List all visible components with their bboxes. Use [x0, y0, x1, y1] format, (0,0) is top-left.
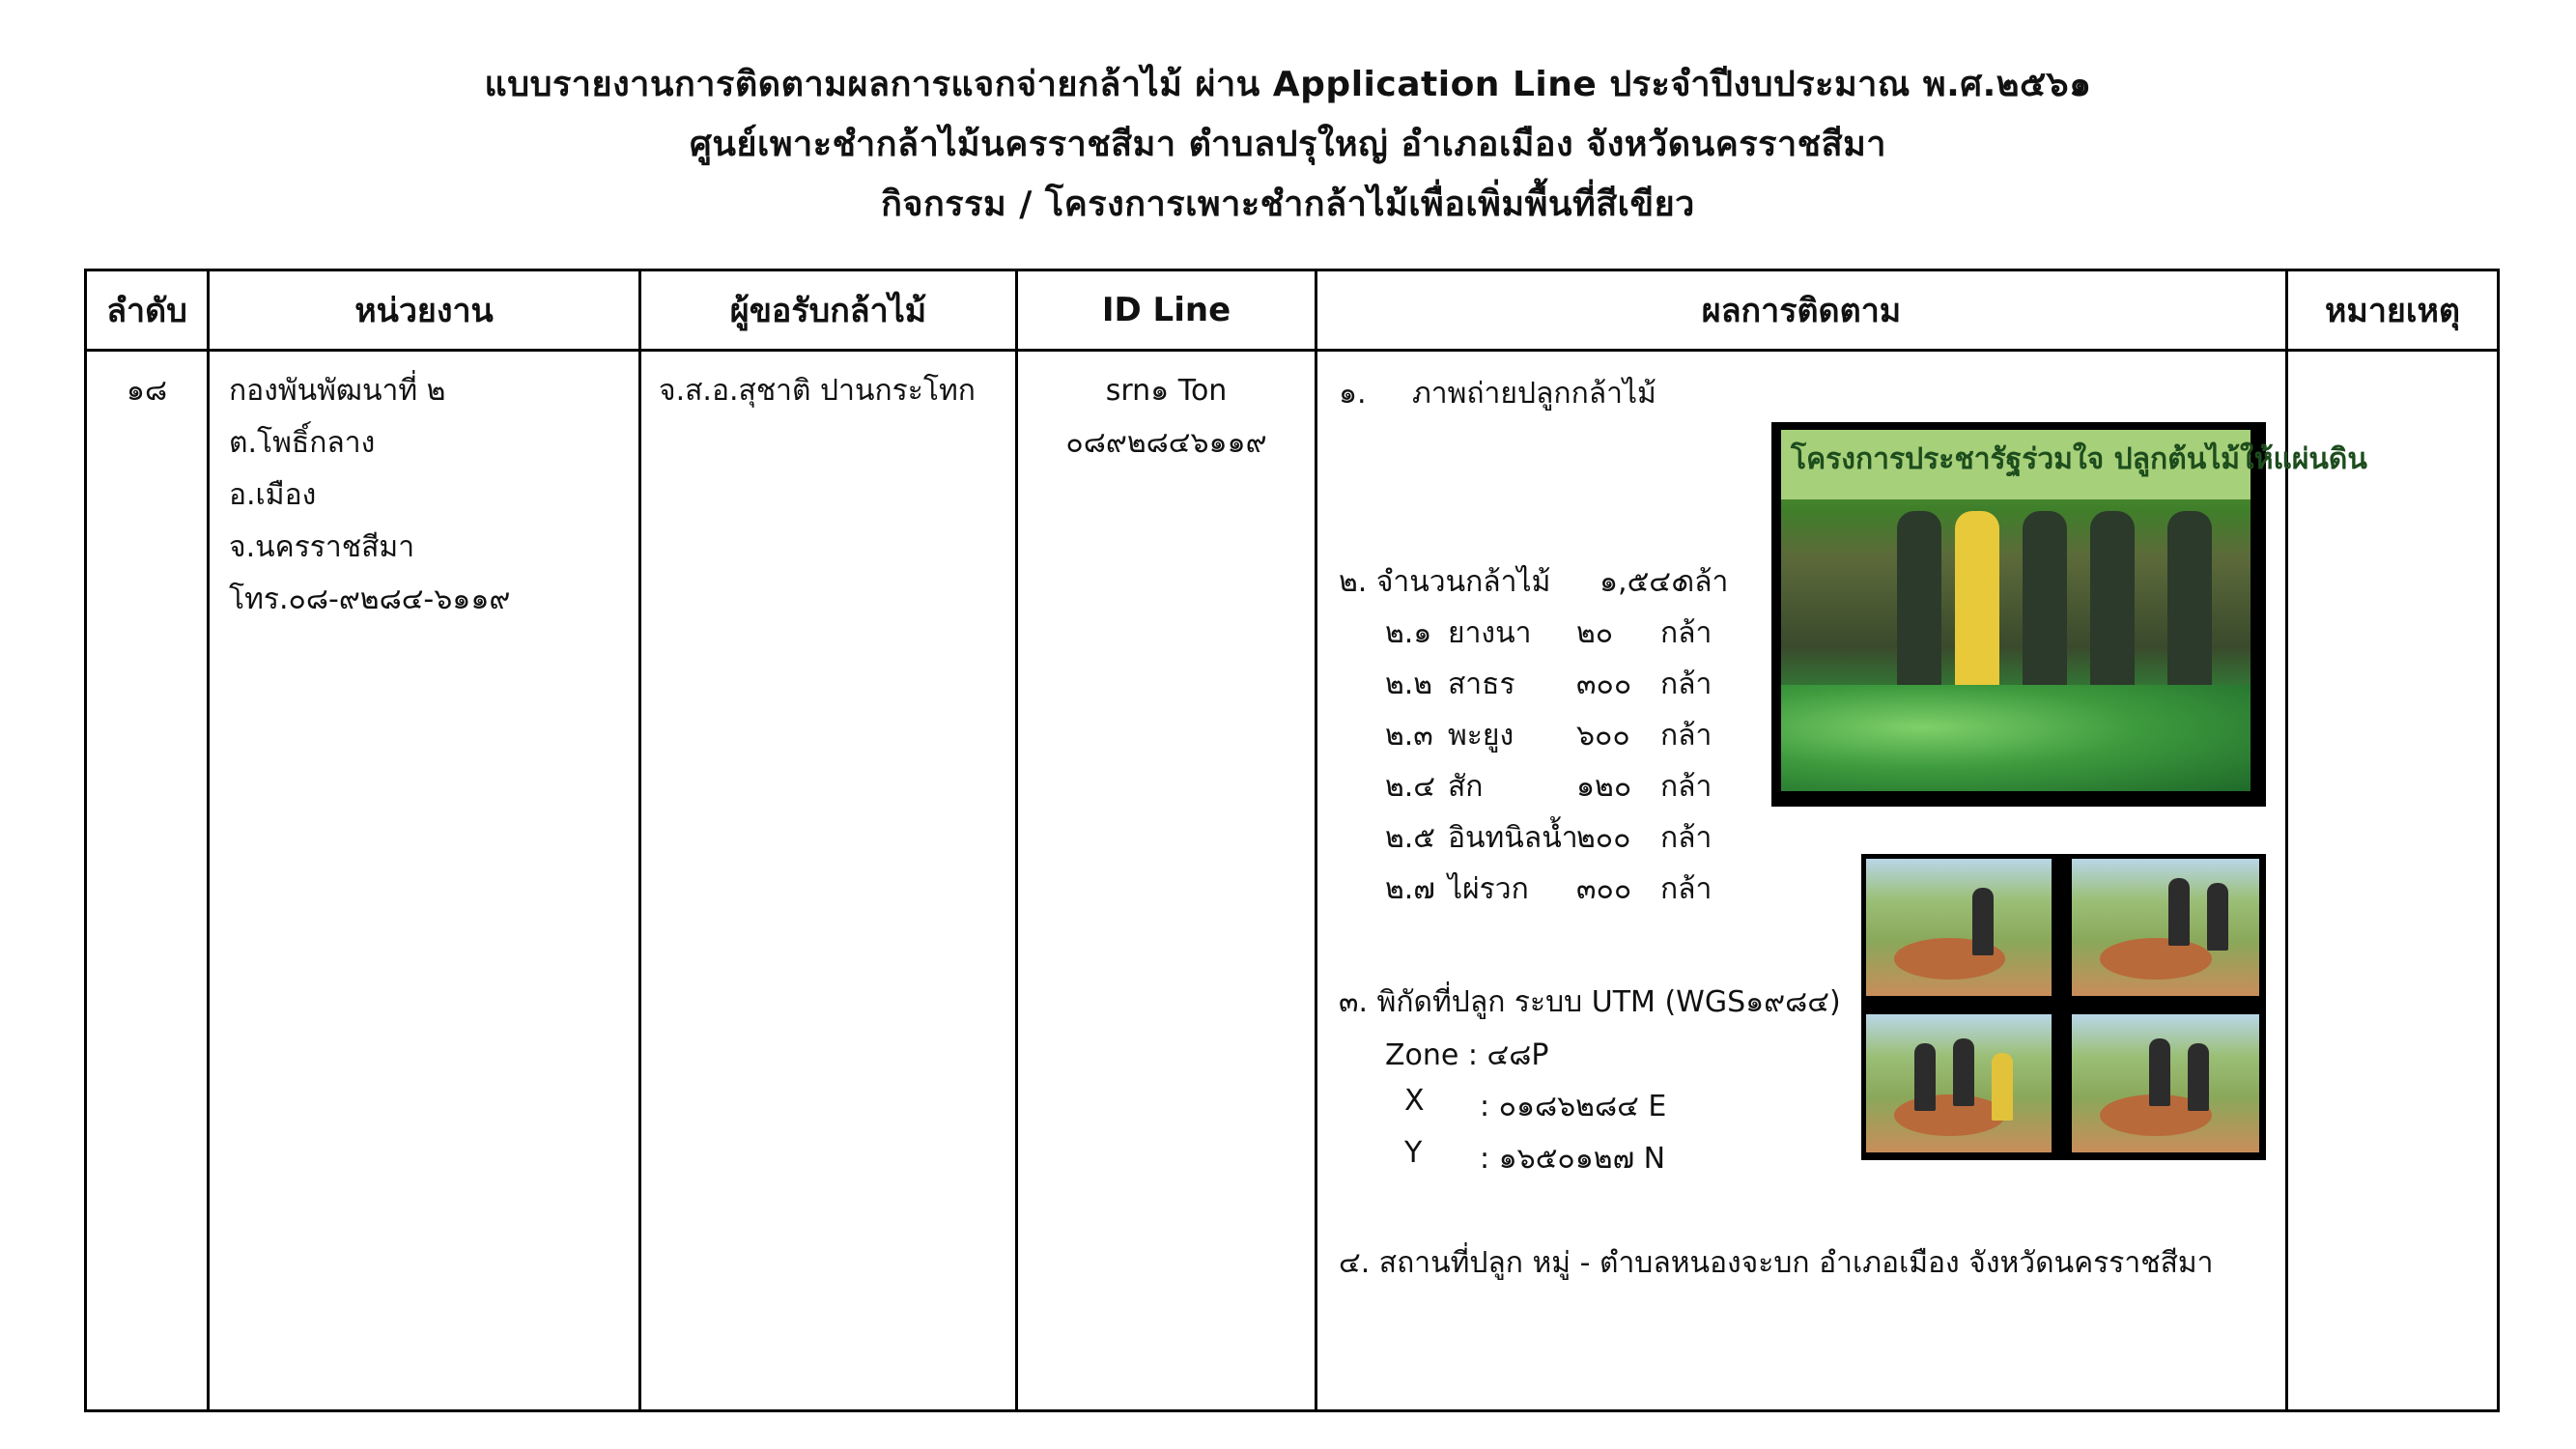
table-header-row — [86, 270, 2499, 351]
unit-subdistrict: ต.โพธิ์กลาง — [229, 426, 376, 460]
table-row — [86, 351, 2499, 1411]
cell-recipient — [640, 351, 1017, 1411]
photo-item-label: ภาพถ่ายปลูกกล้าไม้ — [1412, 377, 1656, 411]
coordinate-zone: Zone : ๔๘P — [1385, 1038, 1549, 1072]
ceremony-photo — [1771, 422, 2367, 807]
unit-name: กองพันพัฒนาที่ ๒ — [229, 374, 446, 408]
species-quantity: ๒๐๐ — [1576, 821, 1631, 855]
planting-photo-2 — [2072, 859, 2259, 996]
unit-phone: โทร.๐๘-๙๒๘๔-๖๑๑๙ — [229, 582, 511, 616]
col-header-recipient: ผู้ขอรับกล้าไม้ — [640, 270, 1017, 351]
species-quantity: ๓๐๐ — [1576, 668, 1632, 701]
species-number: ๒.๑ — [1385, 616, 1432, 650]
species-name: อินทนิลน้ำ — [1448, 821, 1578, 855]
recipient-name: จ.ส.อ.สุชาติ ปานกระโทก — [659, 374, 976, 408]
report-subtitle-activity: กิจกรรม / โครงการเพาะชำกล้าไม้เพื่อเพิ่มพื้นที่สีเขียว — [881, 185, 1695, 224]
species-name: สัก — [1448, 770, 1484, 804]
coordinate-y-value: : ๑๖๕๐๑๒๗ N — [1480, 1142, 1666, 1176]
species-name: พะยูง — [1448, 719, 1514, 753]
species-unit: กล้า — [1660, 719, 1713, 753]
species-quantity: ๖๐๐ — [1576, 719, 1630, 753]
planting-location: ๔. สถานที่ปลูก หมู่ - ตำบลหนองจะบก อำเภอเมือง จังหวัดนครราชสีมา — [1339, 1246, 2214, 1280]
col-header-remark: หมายเหตุ — [2287, 270, 2499, 351]
species-quantity: ๒๐ — [1576, 616, 1614, 650]
species-name: ยางนา — [1448, 616, 1532, 650]
planting-photo-3 — [1866, 1014, 2052, 1152]
order-number: ๑๘ — [126, 374, 168, 408]
species-name: สาธร — [1448, 668, 1515, 701]
coordinate-y-label: Y — [1404, 1136, 1423, 1170]
col-header-unit: หน่วยงาน — [209, 270, 640, 351]
planting-photo-4 — [2072, 1014, 2259, 1152]
species-number: ๒.๒ — [1385, 668, 1433, 701]
planting-photo-collage — [1861, 854, 2266, 1160]
report-subtitle-center: ศูนย์เพาะชำกล้าไม้นครราชสีมา ตำบลปรุใหญ่ อำเภอเมือง จังหวัดนครราชสีมา — [689, 125, 1887, 164]
species-number: ๒.๗ — [1385, 872, 1435, 906]
report-table — [84, 269, 2500, 1412]
species-unit: กล้า — [1660, 821, 1713, 855]
photo-item-number: ๑. — [1339, 377, 1367, 411]
seedling-count-total: ๑,๕๔๐ — [1599, 565, 1689, 599]
cell-results — [1316, 351, 2367, 1411]
species-quantity: ๑๒๐ — [1576, 770, 1632, 804]
cell-order — [86, 351, 209, 1411]
line-id: srn๑ Ton — [1105, 374, 1228, 408]
species-quantity: ๓๐๐ — [1576, 872, 1632, 906]
species-unit: กล้า — [1660, 668, 1713, 701]
col-header-order: ลำดับ — [86, 270, 209, 351]
col-header-id-line: ID Line — [1017, 270, 1316, 351]
seedling-count-unit: กล้า — [1677, 565, 1729, 599]
species-unit: กล้า — [1660, 616, 1713, 650]
col-header-results: ผลการติดตาม — [1316, 270, 2287, 351]
species-name: ไผ่รวก — [1448, 872, 1529, 906]
cell-unit — [209, 351, 640, 1411]
report-title: แบบรายงานการติดตามผลการแจกจ่ายกล้าไม้ ผ่าน Application Line ประจำปีงบประมาณ พ.ศ.๒๕๖๑ — [484, 65, 2092, 104]
coordinate-title: ๓. พิกัดที่ปลูก ระบบ UTM (WGS๑๙๘๔) — [1339, 985, 1841, 1019]
species-number: ๒.๔ — [1385, 770, 1436, 804]
line-phone: ๐๘๙๒๘๔๖๑๑๙ — [1065, 426, 1267, 460]
species-number: ๒.๓ — [1385, 719, 1433, 753]
species-unit: กล้า — [1660, 770, 1713, 804]
cell-remark — [2287, 351, 2499, 1411]
coordinate-x-value: : ๐๑๘๖๒๘๔ E — [1480, 1090, 1667, 1123]
planting-photo-1 — [1866, 859, 2052, 996]
species-unit: กล้า — [1660, 872, 1713, 906]
unit-district: อ.เมือง — [229, 478, 317, 512]
coordinate-x-label: X — [1404, 1084, 1425, 1118]
unit-province: จ.นครราชสีมา — [229, 530, 415, 564]
cell-id-line — [1017, 351, 1316, 1411]
photo-banner-text: โครงการประชารัฐร่วมใจ ปลูกต้นไม้ให้แผ่นดิน — [1791, 442, 2367, 476]
species-number: ๒.๕ — [1385, 821, 1436, 855]
seedling-count-title: ๒. จำนวนกล้าไม้ — [1339, 565, 1551, 599]
